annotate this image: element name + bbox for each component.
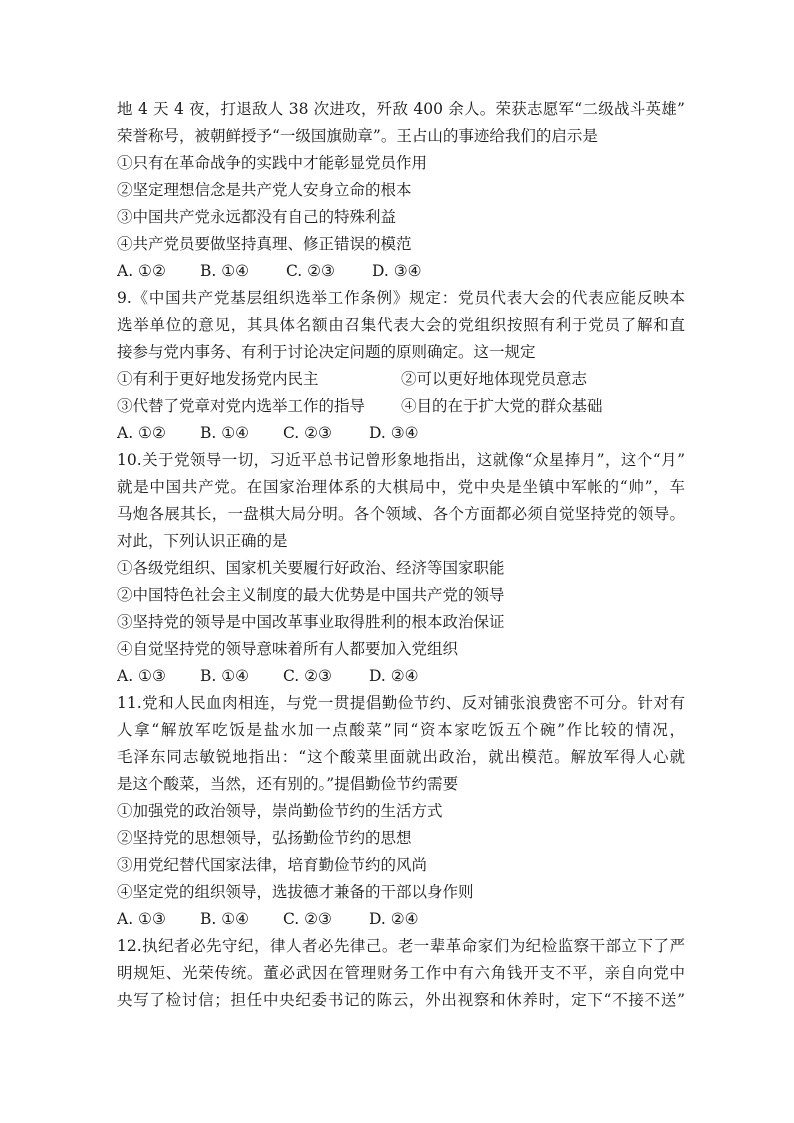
option-d: D. ③④: [372, 262, 422, 280]
question-8-options: [117, 258, 685, 285]
question-12-stem-line: 央写了检讨信；担任中央纪委书记的陈云，外出视察和休养时，定下“不接不送”: [117, 991, 685, 1009]
question-10-stem-line: 马炮各展其长，一盘棋大局分明。各个领域、各个方面都必须自觉坚持党的领导。: [117, 505, 685, 523]
question-8: [117, 96, 685, 285]
question-9-statement: ④目的在于扩大党的群众基础: [401, 397, 603, 415]
option-a: A. ①③: [117, 667, 166, 685]
question-9-statement: ①有利于更好地发扬党内民主: [117, 370, 319, 388]
option-c: C. ②③: [283, 667, 332, 685]
question-11-stem-line: 11.党和人民血肉相连，与党一贯提倡勤俭节约、反对铺张浪费密不可分。针对有: [117, 694, 685, 712]
question-9: [117, 285, 685, 447]
question-9-stem-line: 接参与党内事务、有利于讨论决定问题的原则确定。这一规定: [117, 343, 536, 361]
option-a: A. ①③: [117, 910, 166, 928]
question-10-statement: ②中国特色社会主义制度的最大优势是中国共产党的领导: [117, 586, 505, 604]
option-d: D. ②④: [369, 667, 419, 685]
option-d: D. ②④: [369, 910, 419, 928]
question-10-stem-line: 对此，下列认识正确的是: [117, 532, 288, 550]
question-10: [117, 447, 685, 690]
option-c: C. ②③: [286, 262, 335, 280]
question-12: [117, 933, 685, 1014]
document-content: [117, 96, 685, 1014]
question-11: [117, 690, 685, 933]
question-11-stem-line: 是这个酸菜，当然，还有别的。”提倡勤俭节约需要: [117, 775, 459, 793]
question-11-options: [117, 906, 685, 933]
question-9-stem-line: 9.《中国共产党基层组织选举工作条例》规定：党员代表大会的代表应能反映本: [117, 289, 685, 307]
option-c: C. ②③: [283, 424, 332, 442]
question-12-stem-line: 12.执纪者必先守纪，律人者必先律己。老一辈革命家们为纪检监察干部立下了严: [117, 937, 685, 955]
option-b: B. ①④: [200, 667, 250, 685]
question-8-stem-line: 荣誉称号，被朝鲜授予“一级国旗勋章”。王占山的事迹给我们的启示是: [117, 127, 598, 145]
option-b: B. ①④: [200, 424, 250, 442]
option-a: A. ①②: [117, 262, 166, 280]
option-c: C. ②③: [283, 910, 332, 928]
option-d: D. ③④: [369, 424, 419, 442]
option-b: B. ①④: [200, 910, 250, 928]
question-8-statement: ①只有在革命战争的实践中才能彰显党员作用: [117, 154, 428, 172]
question-8-statement: ④共产党员要做坚持真理、修正错误的模范: [117, 235, 412, 253]
option-b: B. ①④: [200, 262, 250, 280]
question-9-options: [117, 420, 685, 447]
question-9-statement: ②可以更好地体现党员意志: [401, 370, 588, 388]
question-12-stem-line: 明规矩、光荣传统。董必武因在管理财务工作中有六角钱开支不平，亲自向党中: [117, 964, 685, 982]
question-11-statement: ②坚持党的思想领导，弘扬勤俭节约的思想: [117, 829, 412, 847]
question-8-statement: ②坚定理想信念是共产党人安身立命的根本: [117, 181, 412, 199]
question-8-statement: ③中国共产党永远都没有自己的特殊利益: [117, 208, 397, 226]
question-11-stem-line: 毛泽东同志敏锐地指出：“这个酸菜里面就出政治，就出模范。解放军得人心就: [117, 748, 685, 766]
question-10-statement: ①各级党组织、国家机关要履行好政治、经济等国家职能: [117, 559, 505, 577]
question-8-stem-line: 地 4 天 4 夜，打退敌人 38 次进攻，歼敌 400 余人。荣获志愿军“二级战斗英雄”: [117, 100, 685, 118]
question-11-statement: ④坚定党的组织领导，选拔德才兼备的干部以身作则: [117, 883, 474, 901]
question-10-statement: ③坚持党的领导是中国改革事业取得胜利的根本政治保证: [117, 613, 505, 631]
question-10-stem-line: 10.关于党领导一切，习近平总书记曾形象地指出，这就像“众星捧月”，这个“月”: [117, 451, 685, 469]
question-9-statement: ③代替了党章对党内选举工作的指导: [117, 397, 366, 415]
question-11-statement: ①加强党的政治领导，崇尚勤俭节约的生活方式: [117, 802, 443, 820]
question-9-statement-row: [117, 366, 685, 393]
question-10-stem-line: 就是中国共产党。在国家治理体系的大棋局中，党中央是坐镇中军帐的“帅”，车: [117, 478, 685, 496]
question-11-statement: ③用党纪替代国家法律，培育勤俭节约的风尚: [117, 856, 428, 874]
question-10-statement: ④自觉坚持党的领导意味着所有人都要加入党组织: [117, 640, 459, 658]
question-11-stem-line: 人拿“解放军吃饭是盐水加一点酸菜”同“资本家吃饭五个碗”作比较的情况，: [117, 721, 685, 739]
question-9-stem-line: 选举单位的意见，其具体名额由召集代表大会的党组织按照有利于党员了解和直: [117, 316, 685, 334]
question-9-statement-row: [117, 393, 685, 420]
option-a: A. ①②: [117, 424, 166, 442]
question-10-options: [117, 663, 685, 690]
